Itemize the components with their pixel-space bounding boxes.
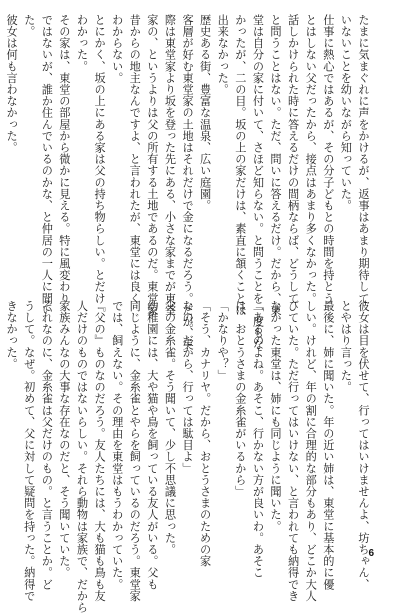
text-line: 堂は自分の家に付いて、さほど知らない。と問うことを一度もな [251,14,265,351]
text-line: わからない。 [110,14,124,84]
text-line: た。 [22,14,36,38]
text-line: 『父の』ものなのだろう。友人たちには、大も猫も鳥も友 [93,300,107,602]
page-number: 6 [368,548,374,559]
text-line: と問うことはない。ただ、問いに答えるだけ。だから、東 [269,14,283,316]
text-line: 家族みんなの大事な存在なのだと、そう聞いていた。 [57,300,71,579]
text-line: とはしない父だったから、接点はあまり多くなかった。 [304,14,318,304]
text-line: かったが、二の目。坂の上の家だけは、素直に頷くことは [233,14,247,316]
text-line: 仕事に熱心ではあるが、その分子どもとの時間を持とう [321,14,335,304]
text-line: 話しかけられた時に答えるだけの間柄ならば、どうして [286,14,300,304]
text-line: では、飼えない。その理由を東堂はもうわかっていた。 [110,300,124,590]
text-line: きなかった。 [5,300,19,370]
text-line: 「あるのよね。あそこ、行かない方が良いわ。あそこ [251,300,265,579]
text-line: 彼女は何も言わなかった。 [5,14,19,154]
text-line: しい。けれど、年の割に合理的な部分もあり、どこか大人 [304,300,318,602]
text-line: 際は東堂家より坂を登った先にある、小さな家までが東堂 [163,14,177,316]
text-line: 客層が好む東堂家の土地はそれだけで金になるだろう。だが、実 [181,14,195,351]
text-line: 昔からの地主なんですよ、と言われたが、東堂には良く [128,14,142,304]
text-line: 歴史ある街、豊富な温泉、広い庭園。 [198,14,212,212]
text-line: 幼稚園には、大や猫や鳥を飼っている友人がいる。父も [145,300,159,590]
text-line: びていた。ただ行ってはいけない、と言われても納得でき [286,300,300,602]
text-line: うして。なぜ。初めて、父に対して疑問を持った。納得で [22,300,36,602]
text-line: たまに気まぐれに声をかけるが、返事はあまり期待して [357,14,370,304]
text-line: とやはり言った。 [339,300,353,393]
text-line: は、おとうさまの金糸雀がいるから」 [233,300,247,498]
text-line: それなのに、金糸雀は父だけのもの。と言うことか。ど [40,300,54,590]
text-line: 家の、というよりは父の所有する土地であるのだ。東堂家 [145,14,159,316]
text-line: 「そう、カナリヤ。だから、おとうさまのための家 [198,300,212,567]
text-line: 人だけのものではないらしい。それら動物は家族で、だから [75,300,89,613]
text-line: 彼女は目を伏せて、行ってはいけませんよ、坊ちゃん、 [357,300,370,590]
text-line: 父の金糸雀。そう聞いて、少し不思議に思った。 [163,300,177,556]
text-line: 出来なかった。 [216,14,230,96]
text-line: とにかく、坂の上にある家は父の持ち物らしい。とだけ [93,14,107,304]
text-line: 同じように、金糸雀とやらを飼っているのだろう。東堂家 [128,300,142,602]
text-line: 「かなりや？」 [216,300,230,382]
text-line: なの。だから、行っては駄目よ」 [181,300,195,474]
text-line: その家は、東堂の部屋から微かに見える。特に風変わり [57,14,71,304]
text-block-lower [5,300,372,613]
text-line [0,300,3,548]
text-line: ではないが、誰か住んでいるのかな、と仲居の一人に聞い [40,14,54,316]
text-line: なかった東堂は、姉にも同じように聞いた。 [269,300,283,532]
text-line: いないことを幼いながら知っていた。 [339,14,353,212]
text-line: 最後に、姉に聞いた。年の近い姉は、東堂に基本的に優 [321,300,335,590]
text-line: わかった。 [75,14,89,72]
